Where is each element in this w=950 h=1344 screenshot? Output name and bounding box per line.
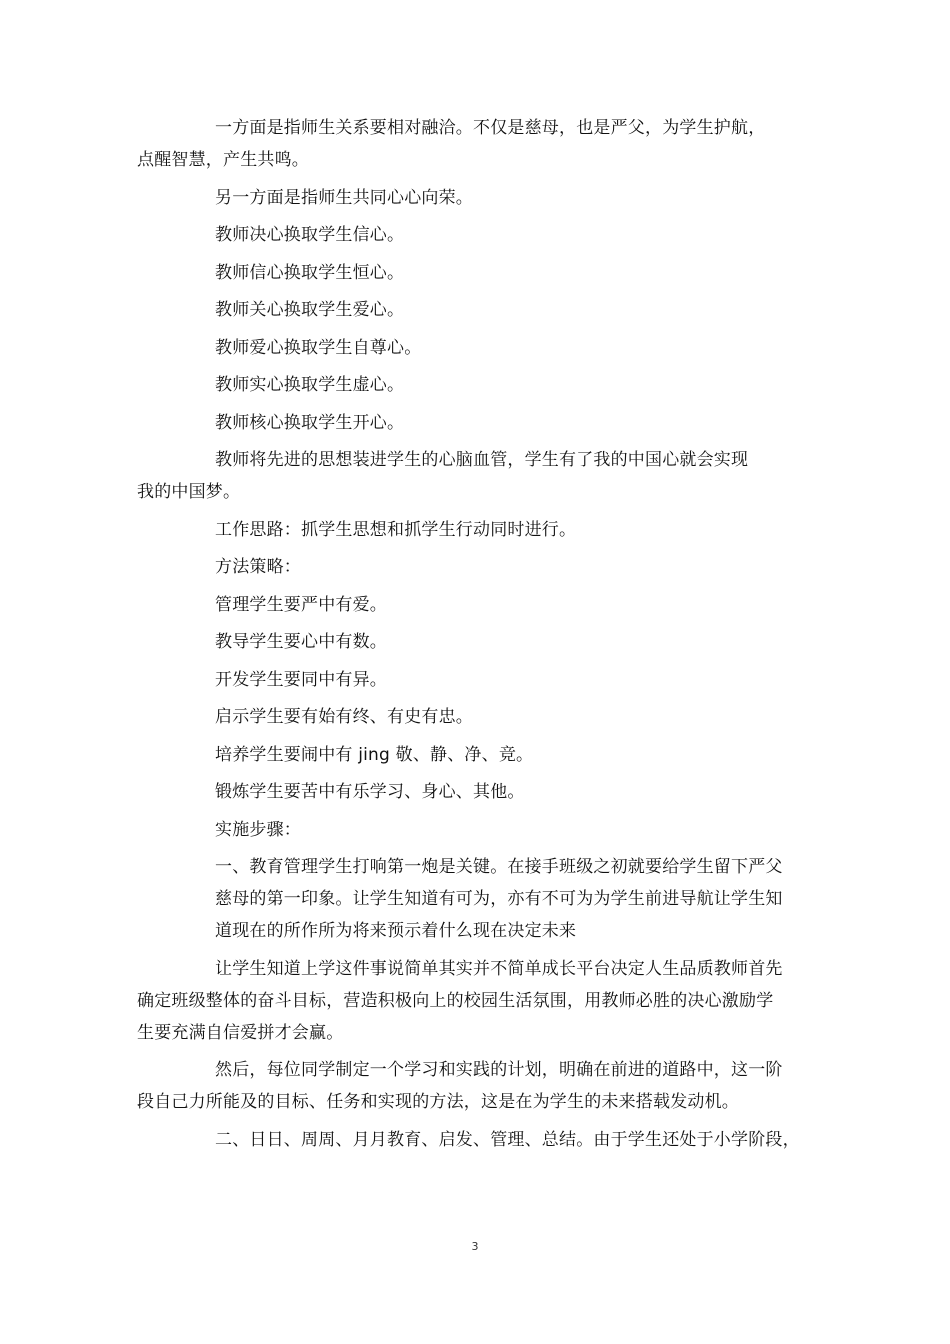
paragraph (137, 219, 827, 251)
document-body (137, 112, 827, 1161)
paragraph-line: 二、日日、周周、月月教育、启发、管理、总结。由于学生还处于小学阶段， (215, 1129, 800, 1150)
paragraph (137, 776, 827, 808)
paragraph (137, 551, 827, 583)
paragraph (137, 851, 827, 947)
paragraph (137, 444, 827, 508)
paragraph-line: 教师实心换取学生虚心。 (215, 375, 405, 395)
paragraph-line: 教师核心换取学生开心。 (215, 412, 405, 433)
paragraph-line: 让学生知道上学这件事说简单其实并不简单成长平台决定人生品质教师首先 (215, 958, 783, 979)
paragraph (137, 407, 827, 439)
paragraph (137, 294, 827, 326)
paragraph (137, 701, 827, 733)
paragraph-line: 一方面是指师生关系要相对融洽。不仅是慈母，也是严父，为学生护航， (215, 118, 766, 138)
paragraph-line: 确定班级整体的奋斗目标，营造积极向上的校园生活氛围，用教师必胜的决心激励学 (137, 990, 774, 1011)
paragraph-line: 启示学生要有始有终、有史有忠。 (215, 707, 473, 727)
paragraph-line: 一、教育管理学生打响第一炮是关键。在接手班级之初就要给学生留下严父 (215, 857, 783, 877)
paragraph-line: 教师爱心换取学生自尊心。 (215, 337, 422, 358)
paragraph (137, 1054, 827, 1118)
paragraph-line: 教师关心换取学生爱心。 (215, 300, 405, 320)
paragraph (137, 664, 827, 696)
paragraph-line: 然后，每位同学制定一个学习和实践的计划，明确在前进的道路中，这一阶 (215, 1060, 783, 1080)
paragraph-line: 培养学生要闹中有 jing 敬、静、净、竞。 (215, 744, 534, 765)
paragraph (137, 953, 827, 1049)
paragraph-line: 管理学生要严中有爱。 (215, 594, 387, 615)
paragraph (137, 739, 827, 771)
paragraph (137, 514, 827, 546)
paragraph (137, 626, 827, 658)
paragraph-line: 实施步骤： (215, 819, 301, 840)
paragraph-line: 另一方面是指师生共同心心向荣。 (215, 187, 473, 208)
paragraph-line: 慈母的第一印象。让学生知道有可为，亦有不可为为学生前进导航让学生知 (215, 889, 783, 909)
paragraph-line: 段自己力所能及的目标、任务和实现的方法，这是在为学生的未来搭载发动机。 (137, 1092, 739, 1112)
paragraph-line: 方法策略： (215, 557, 301, 577)
page-number: 3 (471, 1240, 479, 1253)
paragraph-line: 点醒智慧，产生共鸣。 (137, 150, 309, 170)
paragraph-line: 道现在的所作所为将来预示着什么现在决定未来 (215, 921, 577, 941)
paragraph (137, 182, 827, 214)
paragraph (137, 112, 827, 176)
paragraph-line: 锻炼学生要苦中有乐学习、身心、其他。 (215, 782, 525, 802)
paragraph-line: 开发学生要同中有异。 (215, 669, 387, 690)
paragraph (137, 1124, 827, 1156)
paragraph-line: 工作思路：抓学生思想和抓学生行动同时进行。 (215, 519, 577, 540)
paragraph-line: 我的中国梦。 (137, 482, 241, 502)
paragraph (137, 369, 827, 401)
paragraph-line: 生要充满自信爱拼才会赢。 (137, 1022, 344, 1043)
paragraph-line: 教师将先进的思想装进学生的心脑血管，学生有了我的中国心就会实现 (215, 450, 749, 470)
paragraph (137, 332, 827, 364)
paragraph (137, 814, 827, 846)
paragraph (137, 257, 827, 289)
paragraph (137, 589, 827, 621)
paragraph-line: 教师信心换取学生恒心。 (215, 262, 405, 283)
paragraph-line: 教师决心换取学生信心。 (215, 225, 405, 245)
paragraph-line: 教导学生要心中有数。 (215, 632, 387, 652)
